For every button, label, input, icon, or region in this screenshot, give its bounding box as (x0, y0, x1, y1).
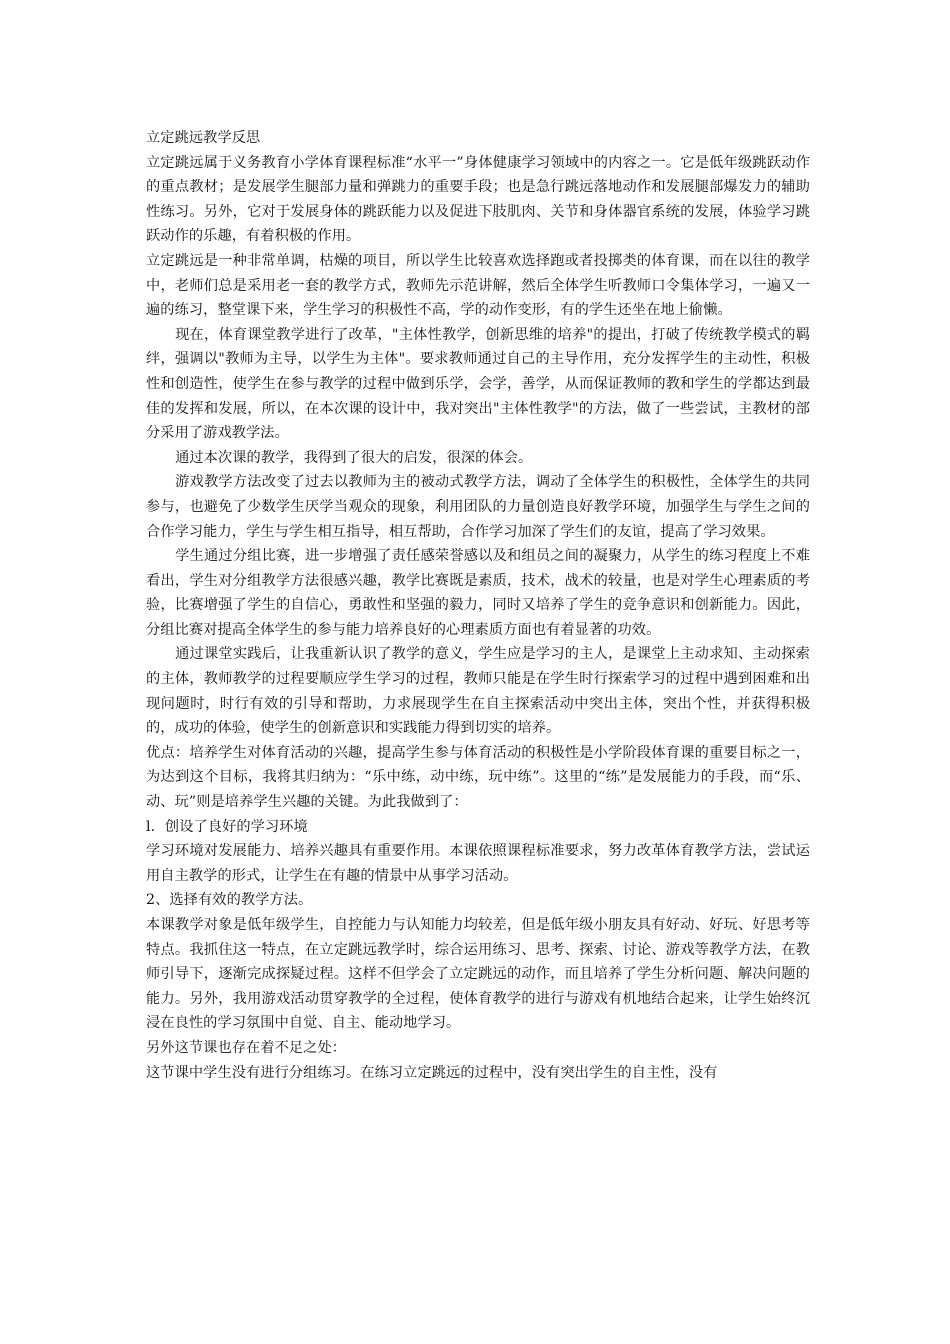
paragraph-1: 立定跳远属于义务教育小学体育课程标准“水平一”身体健康学习领域中的内容之一。它是低年级跳跃动作的重点教材；是发展学生腿部力量和弹跳力的重要手段；也是急行跳远落地动作和发展腿部爆发力的辅助性练习。另外，它对于发展身体的跳跃能力以及促进下肢肌肉、关节和身体器官系统的发展，体验学习跳跃动作的乐趣，有着积极的作用。 (146, 154, 810, 245)
paragraph-5: 游戏教学方法改变了过去以教师为主的被动式教学方法，调动了全体学生的积极性，全体学生的共同参与，也避免了少数学生厌学当观众的现象，利用团队的力量创造良好教学环境，加强学生与学生之间的合作学习能力，学生与学生相互指导，相互帮助，合作学习加深了学生们的友谊，提高了学习效果。 (146, 474, 810, 540)
document-page (146, 126, 810, 1085)
document-title: 立定跳远教学反思 (146, 130, 261, 146)
paragraph-advantages: 优点：培养学生对体育活动的兴趣，提高学生参与体育活动的积极性是小学阶段体育课的重要目标之一，为达到这个目标，我将其归纳为：“乐中练，动中练，玩中练”。这里的“练”是发展能力的手段，而“乐、动、玩”则是培养学生兴趣的关键。为此我做到了： (146, 744, 810, 811)
paragraph-3: 现在，体育课堂教学进行了改革，"主体性教学，创新思维的培养"的提出，打破了传统教学模式的羁绊，强调以"教师为主导，以学生为主体"。要求教师通过自己的主导作用，充分发挥学生的主动性，积极性和创造性，使学生在参与教学的过程中做到乐学，会学，善学，从而保证教师的教和学生的学都达到最佳的发挥和发展，所以，在本次课的设计中，我对突出"主体性教学"的方法，做了一些尝试，主教材的部分采用了游戏教学法。 (146, 326, 810, 442)
paragraph-13: 这节课中学生没有进行分组练习。在练习立定跳远的过程中，没有突出学生的自主性，没有 (146, 1064, 718, 1081)
paragraph-11: 本课教学对象是低年级学生，自控能力与认知能力均较差，但是低年级小朋友具有好动、好玩、好思考等特点。我抓住这一特点，在立定跳远教学时，综合运用练习、思考、探索、讨论、游戏等教学方法，在教师引导下，逐渐完成探疑过程。这样不但学会了立定跳远的动作，而且培养了学生分析问题、解决问题的能力。另外，我用游戏活动贯穿教学的全过程，使体育教学的进行与游戏有机地结合起来，让学生始终沉浸在良性的学习氛围中自觉、自主、能动地学习。 (146, 917, 810, 1032)
paragraph-4: 通过本次课的教学，我得到了很大的启发，很深的体会。 (175, 449, 533, 466)
paragraph-2: 立定跳远是一种非常单调，枯燥的项目，所以学生比较喜欢选择跑或者投掷类的体育课，而在以往的教学中，老师们总是采用老一套的教学方式，教师先示范讲解，然后全体学生听教师口令集体学习，一遍又一遍的练习，整堂课下来，学生学习的积极性不高，学的动作变形，有的学生还坐在地上偷懒。 (146, 252, 810, 319)
paragraph-shortcomings: 另外这节课也存在着不足之处： (146, 1039, 347, 1056)
list-heading-2: 2、选择有效的教学方法。 (146, 892, 313, 909)
paragraph-6: 学生通过分组比赛，进一步增强了责任感荣誉感以及和组员之间的凝聚力，从学生的练习程度上不难看出，学生对分组教学方法很感兴趣，教学比赛既是素质，技术，战术的较量，也是对学生心理素质的考验，比赛增强了学生的自信心，勇敢性和坚强的毅力，同时又培养了学生的竞争意识和创新能力。因此，分组比赛对提高全体学生的参与能力培养良好的心理素质方面也有着显著的功效。 (146, 548, 810, 638)
paragraph-7: 通过课堂实践后，让我重新认识了教学的意义，学生应是学习的主人，是课堂上主动求知、主动探索的主体，教师教学的过程要顺应学生学习的过程，教师只能是在学生时行探索学习的过程中遇到困难和出现问题时，时行有效的引导和帮助，力求展现学生在自主探索活动中突出主体，突出个性，并获得积极的，成功的体验，使学生的创新意识和实践能力得到切实的培养。 (146, 646, 810, 737)
list-heading-1: l．创设了良好的学习环境 (146, 818, 308, 835)
paragraph-9: 学习环境对发展能力、培养兴趣具有重要作用。本课依照课程标准要求，努力改革体育教学方法，尝试运用自主教学的形式，让学生在有趣的情景中从事学习活动。 (146, 843, 810, 884)
